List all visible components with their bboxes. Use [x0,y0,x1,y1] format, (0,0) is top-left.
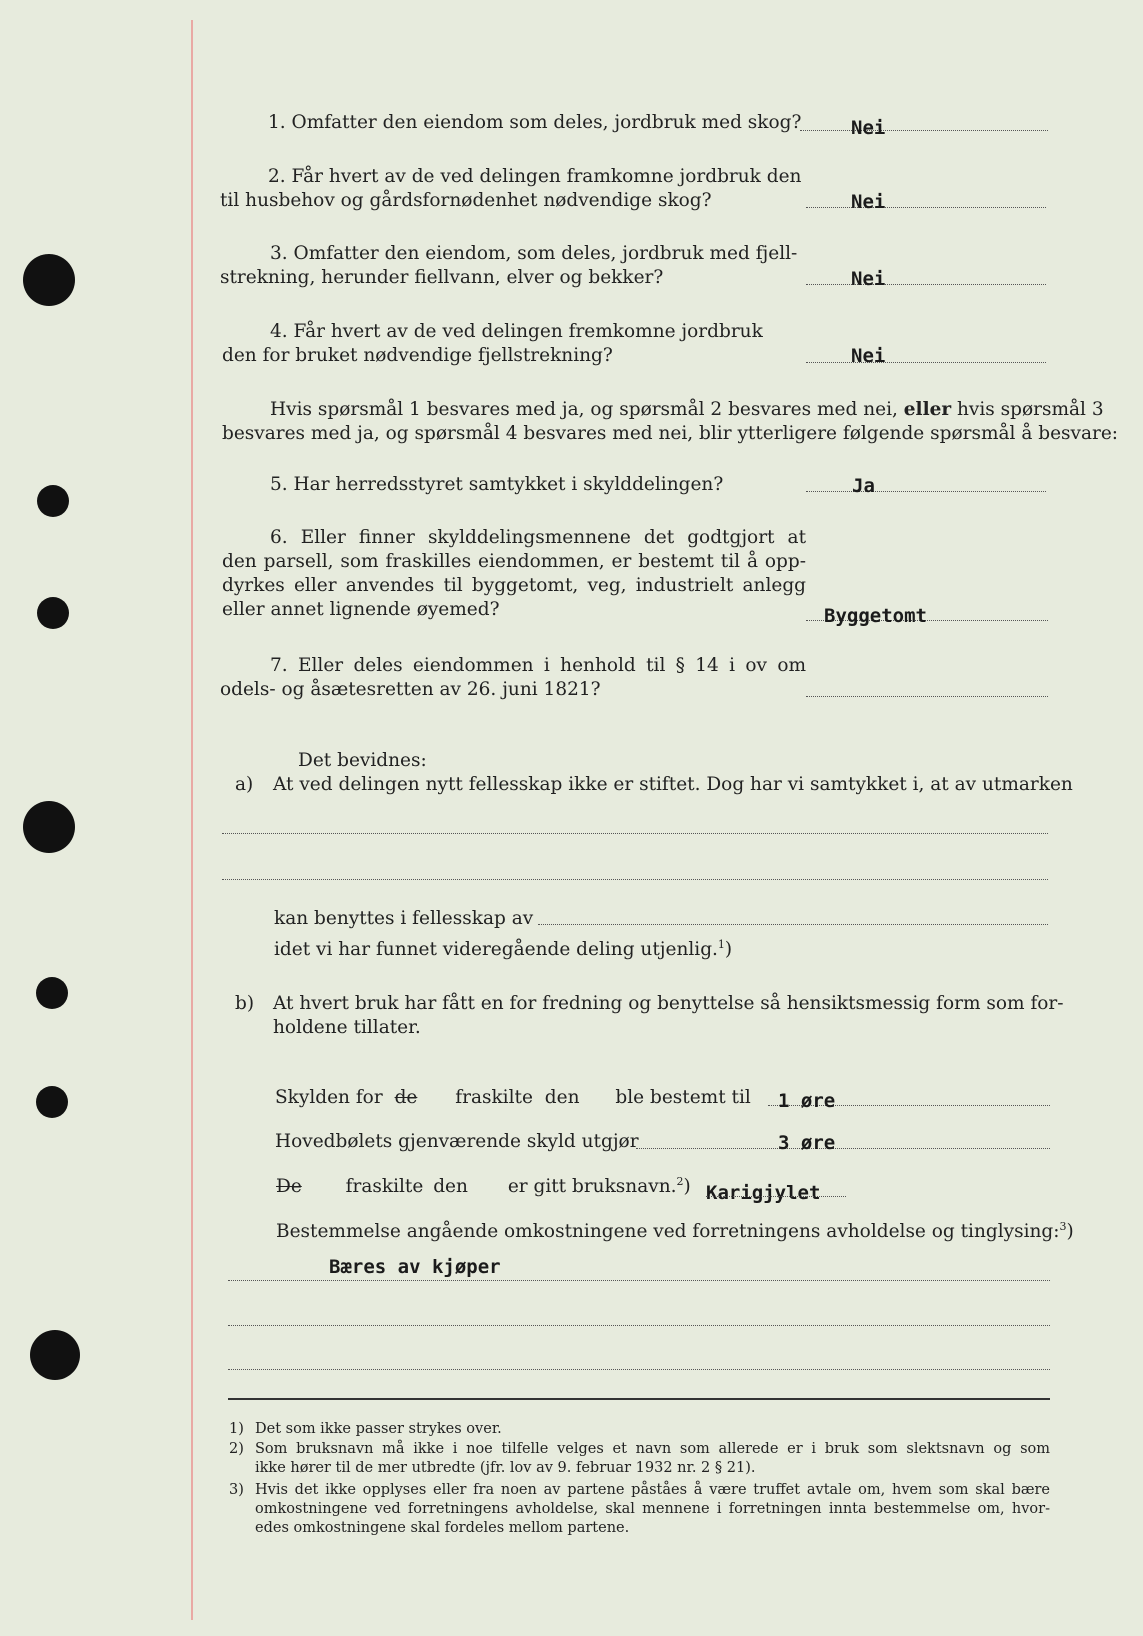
red-margin-line [191,20,193,1620]
footnote-3-line-2: omkostningene ved forretningens avholdelse, skal mennene i forretningen innta bestemmelse om, hvor- [255,1501,1050,1517]
skyld-answer-1: 1 øre [778,1090,836,1112]
question-6-line-3: dyrkes eller anvendes til byggetomt, veg, industrielt anlegg [222,575,806,596]
answer-line [806,207,1046,208]
intro-line-2: besvares med ja, og spørsmål 4 besvares med nei, blir ytterligere følgende spørsmål å besvare: [222,423,1119,444]
answer-q1: Nei [851,117,886,139]
footnote-1: Det som ikke passer strykes over. [255,1421,502,1437]
blank-line [228,1280,1050,1281]
footnote-1-mark: 1) [229,1421,244,1437]
struck-word: De [276,1176,302,1197]
punch-hole [37,485,69,517]
punch-hole [23,254,75,306]
punch-hole [36,977,68,1009]
bruksnavn-answer: Karigjylet [706,1182,821,1204]
footnote-3-mark: 3) [229,1482,244,1498]
skyld-line-1 [275,1086,751,1110]
question-5: 5. Har herredsstyret samtykket i skylddelingen? [270,474,724,495]
skyld-line-2: Hovedbølets gjenværende skyld utgjør [275,1131,639,1152]
question-6-line-4: eller annet lignende øyemed? [222,599,500,620]
footnote-2-line-1: Som bruksnavn må ikke i noe tilfelle velges et navn som allerede er i bruk som slektsnavn og som [255,1441,1050,1457]
answer-q4: Nei [851,345,886,367]
question-1: 1. Omfatter den eiendom som deles, jordbruk med skog? [268,112,802,133]
answer-line [706,1196,846,1197]
skyld-text-c: ble bestemt til [615,1087,751,1108]
question-3-line-2: strekning, herunder fiellvann, elver og bekker? [220,267,664,288]
footnote-2-mark: 2) [229,1441,244,1457]
punch-hole [23,801,75,853]
footnote-3-line-1: Hvis det ikke opplyses eller fra noen av partene påståes å være truffet avtale om, hvem som skal bære [255,1482,1050,1498]
fellesskap-text: kan benyttes i fellesskap av [274,908,534,929]
skyld-answer-2: 3 øre [778,1132,836,1154]
bevidnes-a-text: At ved delingen nytt fellesskap ikke er stiftet. Dog har vi samtykket i, at av utmarken [273,774,1073,795]
skyld-text-b: fraskilte [455,1087,533,1108]
footnote-ref: 3 [1059,1219,1067,1233]
question-6-line-1: 6. Eller finner skylddelingsmennene det godtgjort at [270,527,806,548]
blank-line [228,1369,1050,1370]
blank-line [222,879,1048,880]
skyld-text-d: fraskilte [345,1176,424,1197]
bestemmelse-text: Bestemmelse angående omkostningene ved forretningens avholdelse og tinglysing: [276,1221,1060,1242]
deling-text-main: idet vi har funnet videregående deling utjenlig. [274,939,718,960]
answer-q3: Nei [851,268,886,290]
question-6-line-2: den parsell, som fraskilles eiendommen, er bestemt til å opp- [222,551,806,572]
question-7-line-2: odels- og åsætesretten av 26. juni 1821? [220,679,601,700]
answer-line [806,696,1048,697]
struck-word: den [544,1087,580,1108]
bevidnes-b-line-1: At hvert bruk har fått en for fredning og benyttelse så hensiktsmessig form som for- [273,993,1064,1014]
footnote-ref: 1 [717,937,725,951]
intro-text-b: hvis spørsmål 3 [957,399,1104,420]
bevidnes-b-line-2: holdene tillater. [273,1017,421,1038]
question-3-line-1: 3. Omfatter den eiendom, som deles, jordbruk med fjell- [270,243,798,264]
omkostning-answer: Bæres av kjøper [329,1256,501,1278]
answer-line [806,491,1046,492]
footnote-3-line-3: edes omkostningene skal fordeles mellom partene. [255,1520,630,1536]
answer-line [806,284,1046,285]
bevidnes-title: Det bevidnes: [298,750,427,771]
answer-line [806,362,1046,363]
bestemmelse-line: Bestemmelse angående omkostningene ved forretningens avholdelse og tinglysing:$^3$) [276,1219,1074,1242]
intro-line-1 [270,398,1104,422]
punch-hole [36,1086,68,1118]
answer-q2: Nei [851,191,886,213]
blank-line [228,1325,1050,1326]
footnote-ref: 2 [676,1174,684,1188]
question-4-line-1: 4. Får hvert av de ved delingen fremkomne jordbruk [270,321,763,342]
skyld-text-e: er gitt bruksnavn. [507,1176,677,1197]
deling-text: idet vi har funnet videregående deling utjenlig.$^1$) [274,937,733,960]
footnote-2-line-2: ikke hører til de mer utbredte (jfr. lov av 9. februar 1932 nr. 2 § 21). [255,1460,756,1476]
skyld-line-3: De fraskilte den er gitt bruksnavn.$^2$) [276,1174,691,1197]
intro-text-bold: eller [903,399,952,420]
footnote-separator [228,1398,1050,1400]
skyld-text-a: Skylden for [275,1087,383,1108]
blank-line [538,924,1048,925]
struck-word: de [394,1087,418,1108]
bevidnes-a-label: a) [235,774,254,795]
punch-hole [30,1330,80,1380]
punch-hole [37,597,69,629]
question-7-line-1: 7. Eller deles eiendommen i henhold til § 14 i ov om [270,655,806,676]
blank-line [222,833,1048,834]
bevidnes-b-label: b) [235,993,255,1014]
question-2-line-2: til husbehov og gårdsfornødenhet nødvendige skog? [220,190,712,211]
answer-line [800,130,1048,131]
answer-line [636,1148,1050,1149]
answer-q6: Byggetomt [824,605,927,627]
answer-q5: Ja [852,475,875,497]
question-2-line-1: 2. Får hvert av de ved delingen framkomne jordbruk den [268,166,802,187]
struck-word: den [433,1176,468,1197]
intro-text-a: Hvis spørsmål 1 besvares med ja, og spørsmål 2 besvares med nei, [270,399,898,420]
question-4-line-2: den for bruket nødvendige fjellstrekning? [222,345,613,366]
